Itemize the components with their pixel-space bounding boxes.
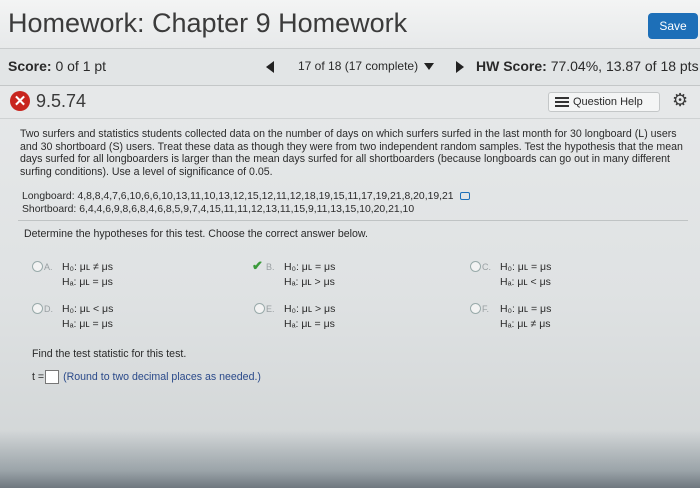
page-header (0, 0, 700, 49)
alternative-hypothesis: Hₐ: μʟ > μs (284, 276, 335, 288)
null-hypothesis: H₀: μʟ ≠ μs (62, 261, 113, 273)
option-letter: B. (266, 262, 275, 272)
instruction-text: Determine the hypotheses for this test. Choose the correct answer below. (24, 228, 368, 240)
question-nav-dropdown[interactable]: 17 of 18 (17 complete) (298, 59, 419, 73)
null-hypothesis: H₀: μʟ > μs (284, 303, 336, 315)
data-table-icon[interactable] (460, 192, 470, 200)
hw-score-label: HW Score: (476, 58, 547, 74)
rounding-hint: (Round to two decimal places as needed.) (63, 371, 261, 383)
alternative-hypothesis: Hₐ: μʟ = μs (284, 318, 335, 330)
question-bar (0, 86, 700, 119)
t-answer-row (32, 370, 261, 384)
option-letter: A. (44, 262, 53, 272)
longboard-label: Longboard: (22, 191, 75, 202)
hw-score-display (476, 58, 699, 74)
question-help-label: Question Help (573, 96, 643, 108)
save-button[interactable]: Save (648, 13, 698, 39)
data-block (22, 190, 470, 216)
score-value: 0 of 1 pt (55, 58, 107, 74)
chevron-down-icon[interactable] (424, 63, 434, 70)
question-id: 9.5.74 (36, 91, 87, 111)
radio-button[interactable] (470, 303, 481, 314)
null-hypothesis: H₀: μʟ = μs (500, 261, 552, 273)
longboard-data: 4,8,8,4,7,6,10,6,6,10,13,11,10,13,12,15,12,11,12,18,19,15,11,17,19,21,8,20,19,21 (77, 191, 454, 202)
t-label: t = (32, 371, 45, 383)
null-hypothesis: H₀: μʟ = μs (500, 303, 552, 315)
option-letter: C. (482, 262, 491, 272)
radio-button[interactable] (32, 261, 43, 272)
divider (18, 220, 688, 221)
shortboard-row (22, 203, 470, 216)
alternative-hypothesis: Hₐ: μʟ = μs (62, 276, 113, 288)
null-hypothesis: H₀: μʟ = μs (284, 261, 336, 273)
radio-button[interactable] (470, 261, 481, 272)
problem-text: Two surfers and statistics students collected data on the number of days on which surfers surfed in the last month for 30 longboard (L) users and 30 shortboard (S) users. Treat these data as though they were from two independent random samples. Test the hypothesis that the mean days surfed for all longboarders is larger than the mean days surfed for all shortboarders (because longboards can go out in many different surfing conditions). Use a level of significance of 0.05. (20, 128, 683, 178)
previous-question-icon[interactable] (266, 61, 274, 73)
find-statistic-text: Find the test statistic for this test. (32, 348, 187, 360)
radio-button[interactable] (32, 303, 43, 314)
question-help-button[interactable] (548, 92, 660, 112)
alternative-hypothesis: Hₐ: μʟ = μs (62, 318, 113, 330)
next-question-icon[interactable] (456, 61, 464, 73)
incorrect-icon: ✕ (10, 91, 30, 111)
check-icon: ✔ (252, 258, 263, 273)
shortboard-data: 6,4,4,6,9,8,6,8,4,6,8,5,9,7,4,15,11,11,12,13,11,15,9,11,13,15,10,20,21,10 (79, 204, 415, 215)
gear-icon[interactable]: ⚙ (672, 90, 689, 110)
score-bar (0, 49, 700, 86)
hw-score-value: 77.04%, 13.87 of 18 pts (550, 58, 699, 74)
score-label: Score: (8, 58, 52, 74)
alternative-hypothesis: Hₐ: μʟ ≠ μs (500, 318, 551, 330)
page-title: Homework: Chapter 9 Homework (8, 8, 408, 38)
list-icon (555, 97, 569, 107)
null-hypothesis: H₀: μʟ < μs (62, 303, 114, 315)
longboard-row (22, 190, 470, 203)
option-letter: D. (44, 304, 53, 314)
option-letter: E. (266, 304, 275, 314)
option-letter: F. (482, 304, 490, 314)
alternative-hypothesis: Hₐ: μʟ < μs (500, 276, 551, 288)
shortboard-label: Shortboard: (22, 204, 77, 215)
background-glare (0, 430, 700, 488)
radio-button[interactable] (254, 303, 265, 314)
t-input[interactable] (45, 370, 59, 384)
score-display (8, 58, 106, 74)
